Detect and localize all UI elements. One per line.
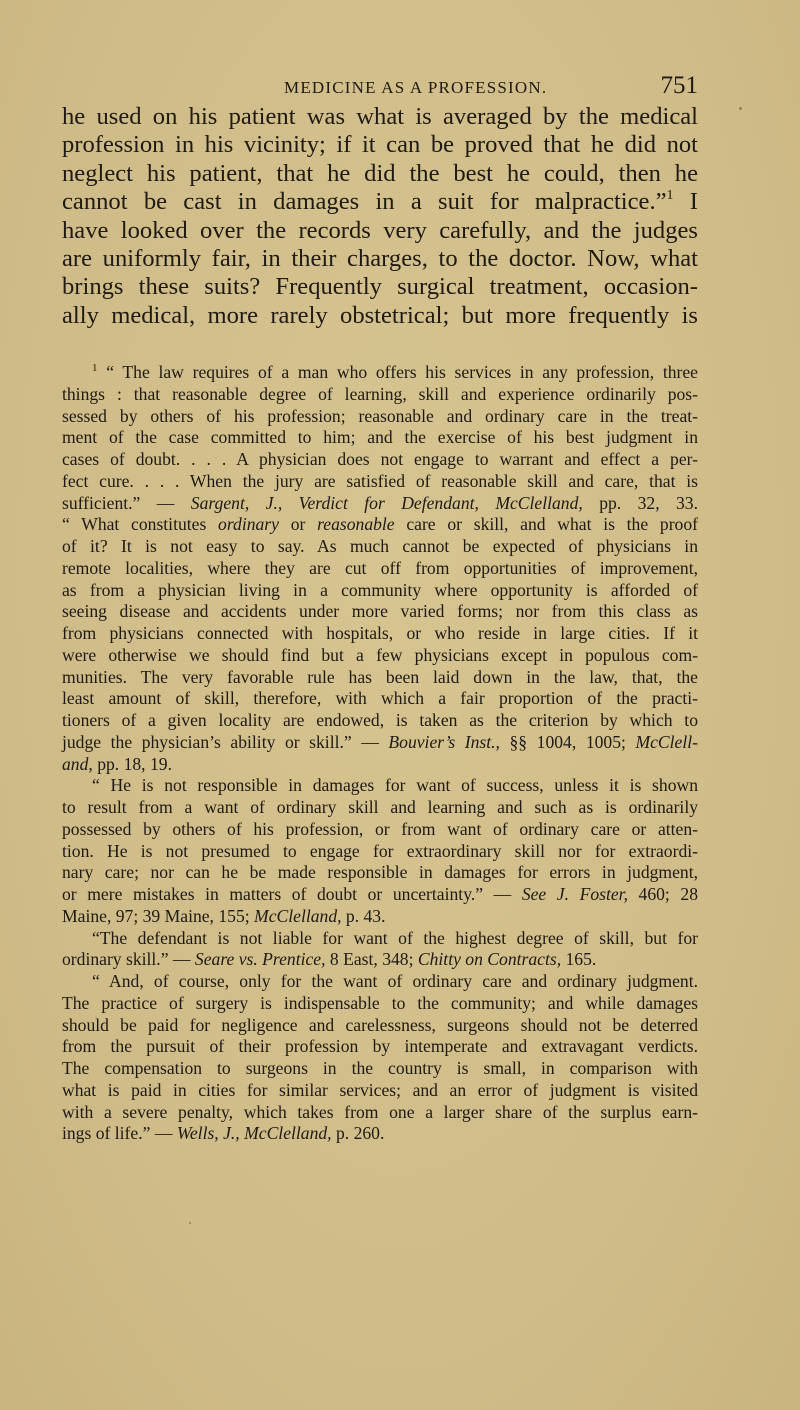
footnote-line — [62, 623, 698, 645]
footnote-text: possessed by others of his profession, or from want of ordinary care or atten- — [62, 818, 698, 839]
footnotes — [62, 362, 698, 1145]
footnote-line — [62, 971, 698, 993]
footnote-text: ordinary skill.” — — [62, 949, 195, 970]
body-text — [62, 103, 698, 330]
footnote-text: from physicians connected with hospitals, or who reside in large cities. If it — [62, 623, 698, 643]
footnote-line — [62, 645, 698, 667]
body-line: neglect his patient, that he did the best he could, then he — [62, 159, 698, 187]
footnote-line — [62, 732, 698, 754]
footnote-text: should be paid for negligence and carelessness, surgeons should not be deterred — [62, 1014, 698, 1035]
citation-source: Seare vs. Prentice, — [194, 949, 326, 970]
footnote-text: munities. The very favorable rule has been laid down in the law, that, the — [62, 666, 698, 687]
citation-source: McClelland, — [254, 905, 342, 926]
body-line-with-footnote-ref — [62, 188, 698, 216]
footnote-text: The compensation to surgeons in the country is small, in comparison with — [62, 1058, 698, 1078]
footnote-text: seeing disease and accidents under more varied forms; nor from this class as — [62, 601, 698, 622]
footnote-text: tion. He is not presumed to engage for extraordinary skill nor for extraordi- — [62, 840, 698, 861]
body-line: profession in his vicinity; if it can be proved that he did not — [62, 131, 698, 159]
footnote-line — [62, 362, 698, 384]
body-line: are uniformly fair, in their charges, to the doctor. Now, what — [62, 244, 698, 272]
footnote-text: fect cure. . . . When the jury are satisfied of reasonable skill and care, that is — [62, 470, 698, 491]
page-number: 751 — [660, 72, 698, 99]
footnote-line — [62, 906, 698, 928]
footnote-text: what is paid in cities for similar services; and an error of judgment is visited — [62, 1079, 698, 1100]
body-line-text: cannot be cast in damages in a suit for malpractice.” — [62, 188, 667, 216]
footnote-text: 8 East, 348; — [325, 949, 418, 970]
footnote-line — [62, 536, 698, 558]
footnote-text: with a severe penalty, which takes from one a larger share of the surplus earn- — [62, 1101, 698, 1122]
footnote-text: The practice of surgery is indispensable to the community; and while damages — [62, 992, 698, 1013]
footnote-line — [62, 775, 698, 797]
footnote-text: p. 260. — [331, 1123, 385, 1144]
footnote-line — [62, 797, 698, 819]
footnote-line — [62, 688, 698, 710]
footnote-text: judge the physician’s ability or skill.” — — [62, 731, 389, 752]
footnote-text: pp. 32, 33. — [582, 492, 698, 513]
footnote-text: sufficient.” — — [62, 492, 191, 513]
footnote-text: from the pursuit of their profession by intemperate and extravagant verdicts. — [62, 1036, 698, 1057]
footnote-line — [62, 1036, 698, 1058]
footnote-marker: 1 — [92, 362, 98, 374]
footnote-text: tioners of a given locality are endowed, is taken as the criterion by which to — [62, 710, 698, 730]
footnote-text: §§ 1004, 1005; — [499, 731, 636, 752]
footnote-text: or — [278, 514, 318, 535]
footnote-line — [62, 427, 698, 449]
footnote-text: cases of doubt. . . . A physician does not engage to warrant and effect a per- — [62, 449, 698, 469]
body-line: he used on his patient was what is averaged by the medical — [62, 103, 698, 130]
citation-source: ordinary — [218, 514, 279, 535]
footnote-line — [62, 841, 698, 863]
footnote-line — [62, 601, 698, 623]
footnote-line — [62, 493, 698, 515]
footnote-text: 165. — [561, 949, 597, 970]
footnote-text: as from a physician living in a community where opportunity is afforded of — [62, 579, 698, 600]
footnote-line — [62, 558, 698, 580]
paper-speck — [189, 1222, 191, 1224]
body-line-tail: I — [689, 188, 698, 216]
footnote-line — [62, 580, 698, 602]
footnote-text: to result from a want of ordinary skill and learning and such as is ordinarily — [62, 797, 698, 817]
footnote-line — [62, 819, 698, 841]
footnote-line — [62, 406, 698, 428]
footnote-line — [62, 514, 698, 536]
footnote-text: 460; 28 — [627, 884, 698, 904]
footnote-text: things : that reasonable degree of learning, skill and experience ordinarily pos- — [62, 383, 698, 404]
footnote-text: were otherwise we should find but a few physicians except in populous com- — [62, 644, 698, 665]
footnote-line — [62, 1102, 698, 1124]
footnote-line — [62, 471, 698, 493]
footnote-line — [62, 1058, 698, 1080]
footnote-line — [62, 949, 698, 971]
citation-source: Wells, J., McClelland, — [176, 1123, 332, 1144]
citation-source: and, — [62, 753, 93, 774]
footnote-line — [62, 1015, 698, 1037]
paper-speck — [739, 107, 742, 110]
footnote-reference[interactable]: 1 — [666, 188, 674, 204]
footnote-line — [62, 667, 698, 689]
footnote-line — [62, 928, 698, 950]
footnote-text: ings of life.” — — [62, 1123, 177, 1144]
footnote-line — [62, 754, 698, 776]
citation-source: See J. Foster, — [521, 884, 628, 904]
footnote-line — [62, 449, 698, 471]
footnote-text: ment of the case committed to him; and the exercise of his best judgment in — [62, 427, 698, 448]
footnote-text: care or skill, and what is the proof — [394, 514, 698, 535]
footnote-line — [62, 1080, 698, 1102]
footnote-text: sessed by others of his profession; reasonable and ordinary care in the treat- — [62, 405, 698, 426]
footnote-line — [62, 710, 698, 732]
footnote-text: remote localities, where they are cut off from opportunities of improvement, — [62, 557, 698, 578]
footnote-text: “ He is not responsible in damages for want of success, unless it is shown — [92, 775, 698, 796]
citation-source: McClell- — [635, 731, 699, 752]
citation-source: Bouvier’s Inst., — [388, 731, 500, 752]
footnote-text: pp. 18, 19. — [92, 753, 172, 774]
footnote-text: “ What constitutes — [62, 514, 219, 535]
footnote-text: “ And, of course, only for the want of ordinary care and ordinary judgment. — [92, 971, 698, 991]
body-line: ally medical, more rarely obstetrical; but more frequently is — [62, 301, 698, 329]
footnote-text: Maine, 97; 39 Maine, 155; — [62, 905, 255, 926]
citation-source: Sargent, J., Verdict for Defendant, McClelland, — [190, 492, 583, 513]
footnote-line — [62, 862, 698, 884]
footnote-line — [62, 384, 698, 406]
running-head — [62, 72, 698, 102]
footnote-text: of it? It is not easy to say. As much cannot be expected of physicians in — [62, 536, 698, 556]
footnote-text: “The defendant is not liable for want of the highest degree of skill, but for — [92, 927, 698, 948]
footnote-line — [62, 993, 698, 1015]
body-line: have looked over the records very carefully, and the judges — [62, 216, 698, 244]
footnote-text: p. 43. — [341, 905, 386, 926]
running-title: MEDICINE AS A PROFESSION. — [284, 78, 548, 97]
footnote-line — [62, 1123, 698, 1145]
body-line: brings these suits? Frequently surgical treatment, occasion- — [62, 273, 698, 301]
citation-source: reasonable — [317, 514, 395, 535]
footnote-text: or mere mistakes in matters of doubt or uncertainty.” — — [62, 884, 522, 904]
footnote-text: least amount of skill, therefore, with which a fair proportion of the practi- — [62, 688, 698, 709]
footnote-text: nary care; nor can he be made responsible in damages for errors in judgment, — [62, 862, 698, 883]
footnote-line — [62, 884, 698, 906]
footnote-text: “ The law requires of a man who offers his services in any profession, three — [106, 362, 698, 382]
citation-source: Chitty on Contracts, — [417, 949, 562, 970]
